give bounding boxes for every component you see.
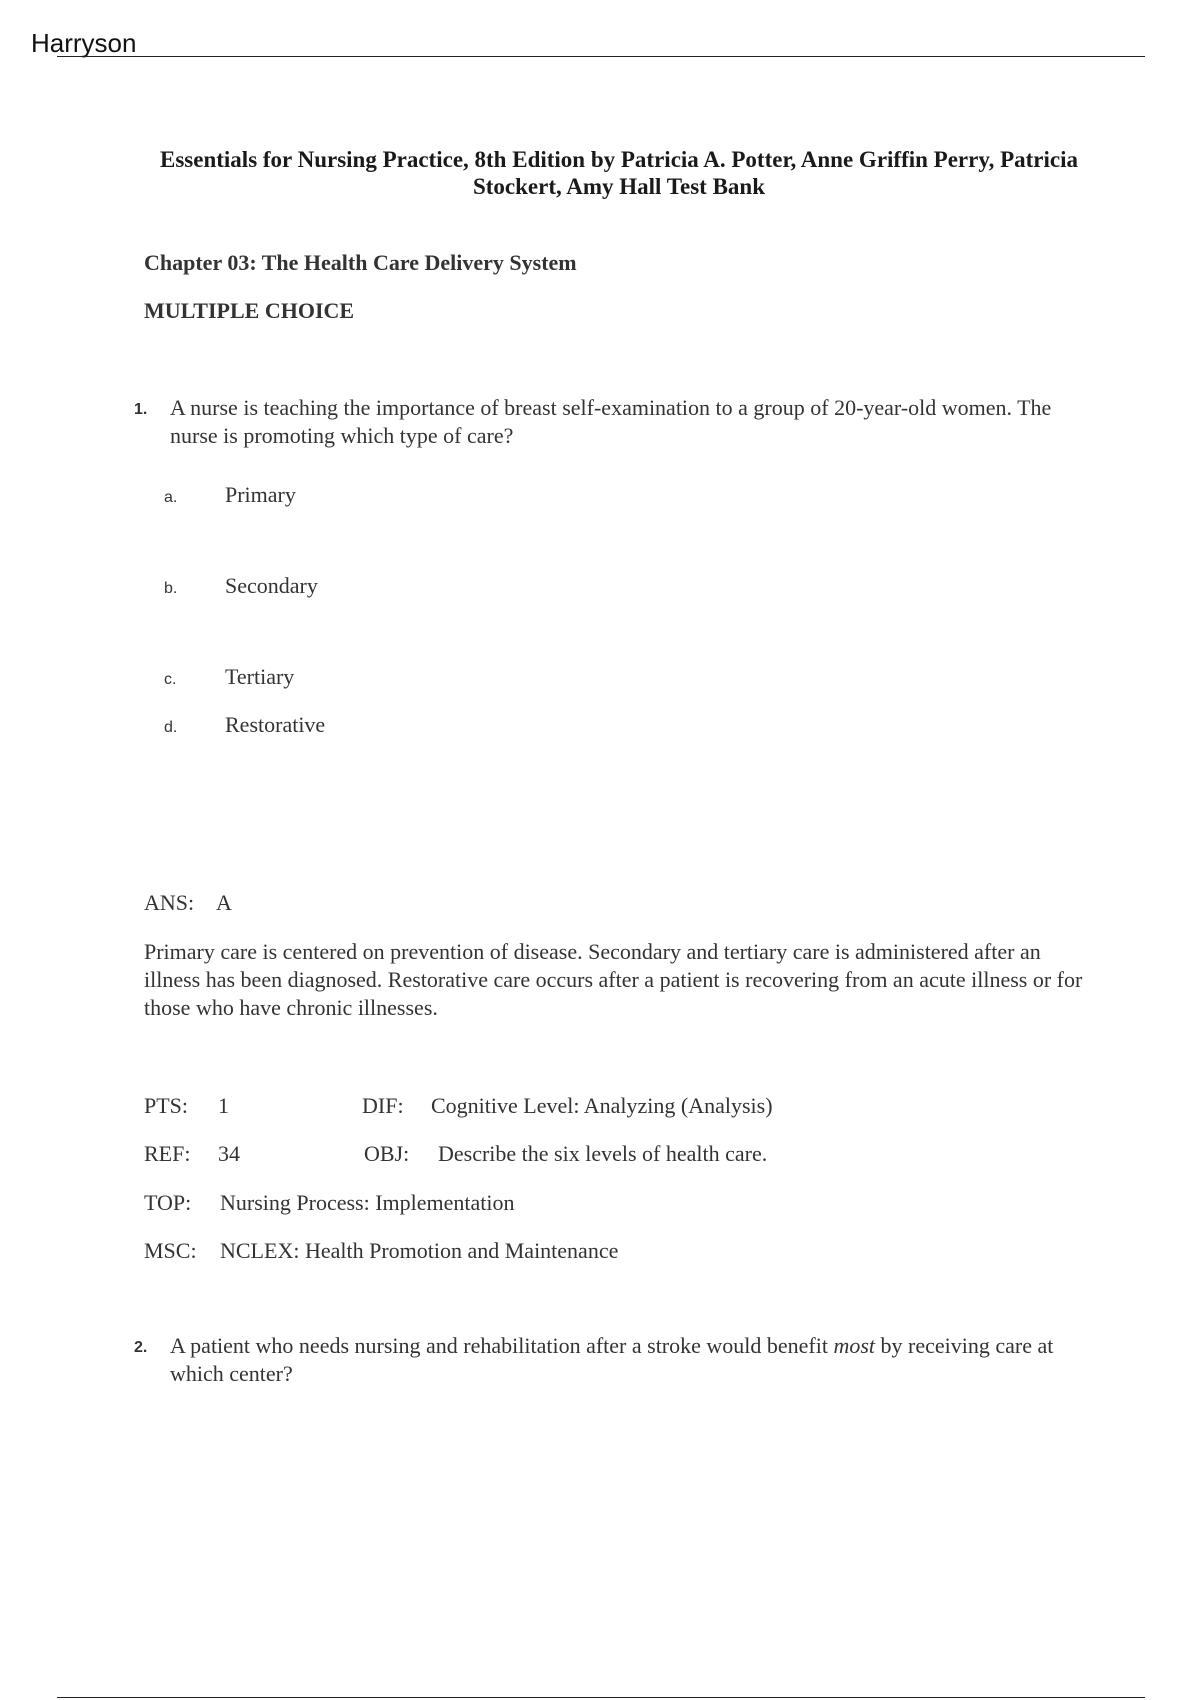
msc-value: NCLEX: Health Promotion and Maintenance xyxy=(220,1238,619,1263)
ref-value: 34 xyxy=(218,1141,240,1166)
dif-value: Cognitive Level: Analyzing (Analysis) xyxy=(431,1093,773,1118)
question-2-emphasis: most xyxy=(833,1333,876,1358)
header-name: Harryson xyxy=(31,28,137,58)
option-b-letter: b. xyxy=(164,580,178,597)
chapter-title: Chapter 03: The Health Care Delivery System xyxy=(144,250,577,275)
footer-rule xyxy=(57,1697,1145,1698)
pts-label: PTS: xyxy=(144,1093,189,1118)
option-a-letter: a. xyxy=(164,489,178,506)
answer-value: A xyxy=(216,890,232,915)
option-d-text: Restorative xyxy=(225,712,326,737)
option-d-letter: d. xyxy=(164,719,178,736)
ref-label: REF: xyxy=(144,1141,191,1166)
question-2-text-start: A patient who needs nursing and rehabilitation after a stroke would benefit xyxy=(170,1333,834,1358)
top-value: Nursing Process: Implementation xyxy=(220,1190,515,1215)
option-c-letter: c. xyxy=(164,671,177,688)
msc-label: MSC: xyxy=(144,1238,197,1263)
question-2-text xyxy=(170,1332,1100,1388)
document-title: Essentials for Nursing Practice, 8th Edition by Patricia A. Potter, Anne Griffin Perry, Patricia Stockert, Amy Hall Test Bank xyxy=(160,147,1078,199)
dif-label: DIF: xyxy=(362,1093,404,1118)
obj-label: OBJ: xyxy=(364,1141,410,1166)
question-2-number: 2. xyxy=(134,1339,148,1356)
question-2-text-end: by receiving care at which center? xyxy=(170,1333,1054,1386)
option-a-text: Primary xyxy=(225,482,296,507)
option-b-text: Secondary xyxy=(225,573,318,598)
answer-rationale: Primary care is centered on prevention of disease. Secondary and tertiary care is administered after an illness has been diagnosed. Restorative care occurs after a patient is recovering from an acute illness or for those who have chronic illnesses. xyxy=(144,939,1083,1020)
obj-value: Describe the six levels of health care. xyxy=(438,1141,768,1166)
pts-value: 1 xyxy=(218,1093,229,1118)
top-label: TOP: xyxy=(144,1190,192,1215)
question-1-number: 1. xyxy=(134,401,148,418)
answer-label: ANS: xyxy=(144,890,195,915)
header-rule xyxy=(57,56,1145,57)
section-label: MULTIPLE CHOICE xyxy=(144,298,355,323)
option-c-text: Tertiary xyxy=(225,664,295,689)
question-1-text: A nurse is teaching the importance of breast self-examination to a group of 20-year-old women. The nurse is promoting which type of care? xyxy=(170,395,1052,448)
